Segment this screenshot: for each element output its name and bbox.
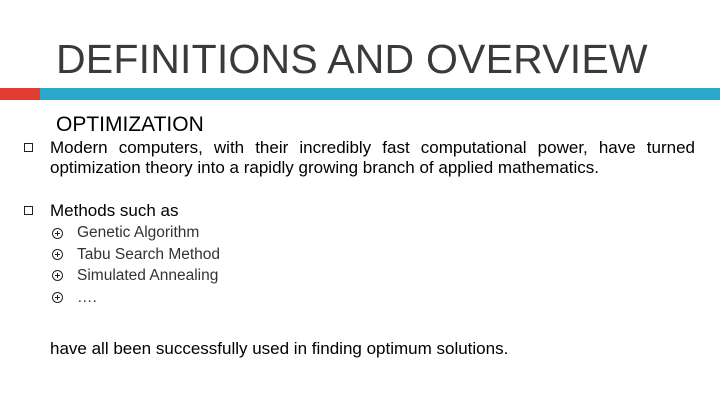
method-item: Tabu Search Method: [77, 246, 221, 263]
circled-plus-icon: [52, 292, 63, 303]
square-bullet-icon: [24, 206, 33, 215]
bullet-paragraph-1: Modern computers, with their incredibly fast computational power, have turned optimization theory into a rapidly growing branch of applied mathematics.: [50, 138, 695, 177]
circled-plus-icon: [52, 270, 63, 281]
slide-title: DEFINITIONS AND OVERVIEW: [56, 36, 648, 82]
square-bullet-icon: [24, 143, 33, 152]
method-item: Simulated Annealing: [77, 267, 219, 284]
accent-bar-left: [0, 88, 40, 100]
section-subheading: OPTIMIZATION: [56, 113, 204, 136]
closing-statement: have all been successfully used in finding optimum solutions.: [50, 339, 509, 358]
accent-bar-right: [40, 88, 720, 100]
bullet-paragraph-2: Methods such as: [50, 201, 179, 220]
method-item: ….: [77, 289, 97, 306]
method-item: Genetic Algorithm: [77, 224, 200, 241]
circled-plus-icon: [52, 249, 63, 260]
circled-plus-icon: [52, 228, 63, 239]
